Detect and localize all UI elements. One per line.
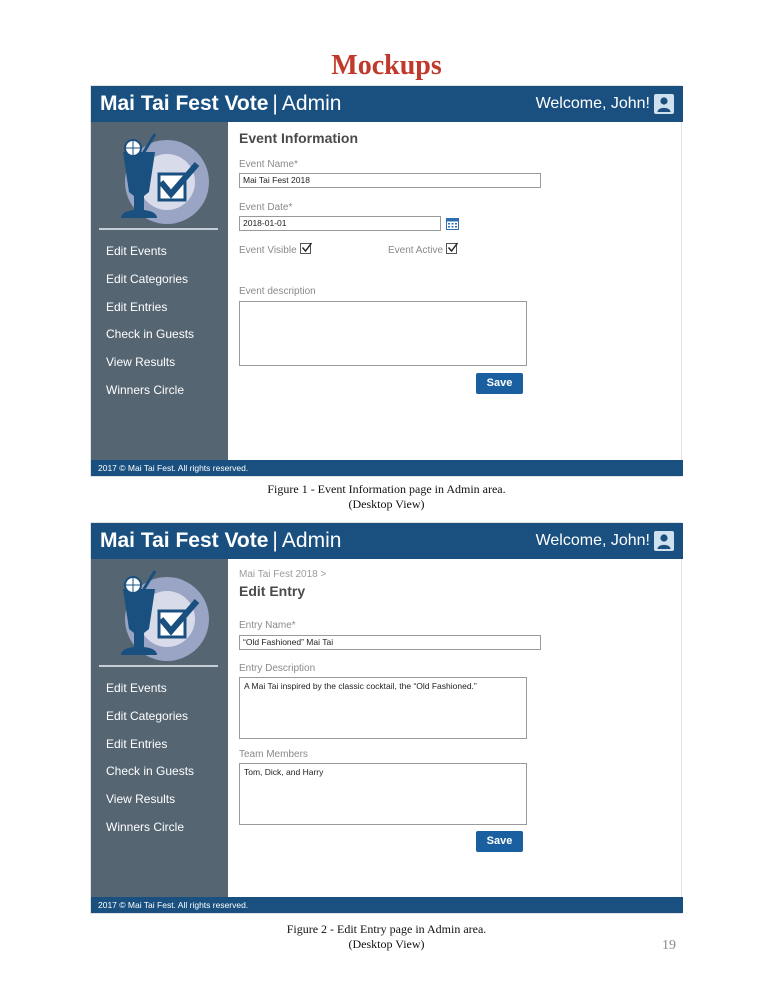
main-content (239, 559, 669, 899)
sidebar-item-edit-entries[interactable]: Edit Entries (106, 736, 168, 751)
team-members-field[interactable]: Tom, Dick, and Harry (239, 763, 527, 825)
figure-2-caption-title: Figure 2 - Edit Entry page in Admin area. (286, 922, 487, 936)
event-active-label: Event Active (388, 245, 444, 256)
sidebar-item-winners-circle[interactable]: Winners Circle (106, 819, 185, 834)
user-icon[interactable] (654, 531, 674, 551)
figure-2-caption-subtitle: (Desktop View) (348, 937, 425, 951)
welcome-message: Welcome, John! (535, 95, 650, 112)
sidebar-divider (99, 665, 218, 667)
app-header (91, 86, 683, 122)
page-title: Event Information (239, 130, 359, 146)
mockup-edit-entry (90, 522, 682, 914)
sidebar-item-edit-categories[interactable]: Edit Categories (106, 271, 189, 286)
sidebar (91, 122, 228, 462)
app-title (100, 91, 341, 117)
figure-1-caption-subtitle: (Desktop View) (348, 497, 425, 511)
entry-name-field[interactable]: “Old Fashioned” Mai Tai (239, 635, 541, 650)
sidebar-item-edit-categories[interactable]: Edit Categories (106, 708, 189, 723)
mockup-event-information (90, 85, 682, 477)
app-section: Admin (281, 529, 342, 552)
title-separator: | (272, 529, 278, 552)
entry-name-label: Entry Name* (239, 620, 296, 631)
figure-2-caption (0, 922, 773, 952)
sidebar-item-edit-events[interactable]: Edit Events (106, 681, 167, 695)
sidebar-item-check-in-guests[interactable]: Check in Guests (106, 327, 195, 342)
breadcrumb[interactable]: Mai Tai Fest 2018 > (239, 569, 327, 580)
sidebar (91, 559, 228, 899)
app-name: Mai Tai Fest Vote (100, 92, 269, 115)
app-title (100, 528, 341, 554)
mai-tai-vote-logo (115, 130, 213, 228)
main-content (239, 122, 669, 462)
page-number: 19 (662, 938, 676, 953)
sidebar-item-check-in-guests[interactable]: Check in Guests (106, 764, 195, 779)
sidebar-nav (91, 238, 228, 405)
save-button[interactable]: Save (476, 373, 523, 394)
welcome-message: Welcome, John! (535, 532, 650, 549)
mai-tai-vote-logo (115, 567, 213, 665)
document-title: Mockups (331, 50, 442, 81)
title-separator: | (272, 92, 278, 115)
app-footer: 2017 © Mai Tai Fest. All rights reserved. (91, 897, 683, 913)
event-visible-label: Event Visible (239, 245, 297, 256)
event-active-checkbox[interactable] (446, 243, 457, 254)
app-header (91, 523, 683, 559)
figure-1-caption-title: Figure 1 - Event Information page in Admin area. (267, 482, 506, 496)
entry-description-label: Entry Description (239, 663, 316, 674)
calendar-icon[interactable] (446, 217, 459, 229)
event-description-label: Event description (239, 286, 316, 297)
sidebar-item-view-results[interactable]: View Results (106, 792, 176, 807)
app-section: Admin (281, 92, 342, 115)
event-visible-row (239, 243, 311, 256)
figure-1-caption (0, 482, 773, 512)
event-description-field[interactable] (239, 301, 527, 366)
sidebar-item-winners-circle[interactable]: Winners Circle (106, 382, 185, 397)
entry-description-field[interactable]: A Mai Tai inspired by the classic cocktail, the “Old Fashioned.” (239, 677, 527, 739)
event-name-label: Event Name* (239, 159, 298, 170)
event-date-field[interactable]: 2018-01-01 (239, 216, 441, 231)
save-button[interactable]: Save (476, 831, 523, 852)
sidebar-divider (99, 228, 218, 230)
sidebar-nav (91, 675, 228, 842)
event-active-row (388, 243, 457, 256)
team-members-label: Team Members (239, 749, 308, 760)
user-icon[interactable] (654, 94, 674, 114)
sidebar-item-edit-events[interactable]: Edit Events (106, 244, 167, 258)
event-visible-checkbox[interactable] (300, 243, 311, 254)
sidebar-item-view-results[interactable]: View Results (106, 355, 176, 370)
app-name: Mai Tai Fest Vote (100, 529, 269, 552)
event-name-field[interactable]: Mai Tai Fest 2018 (239, 173, 541, 188)
app-footer: 2017 © Mai Tai Fest. All rights reserved. (91, 460, 683, 476)
page-title: Edit Entry (239, 583, 306, 599)
sidebar-item-edit-entries[interactable]: Edit Entries (106, 299, 168, 314)
event-date-label: Event Date* (239, 202, 293, 213)
